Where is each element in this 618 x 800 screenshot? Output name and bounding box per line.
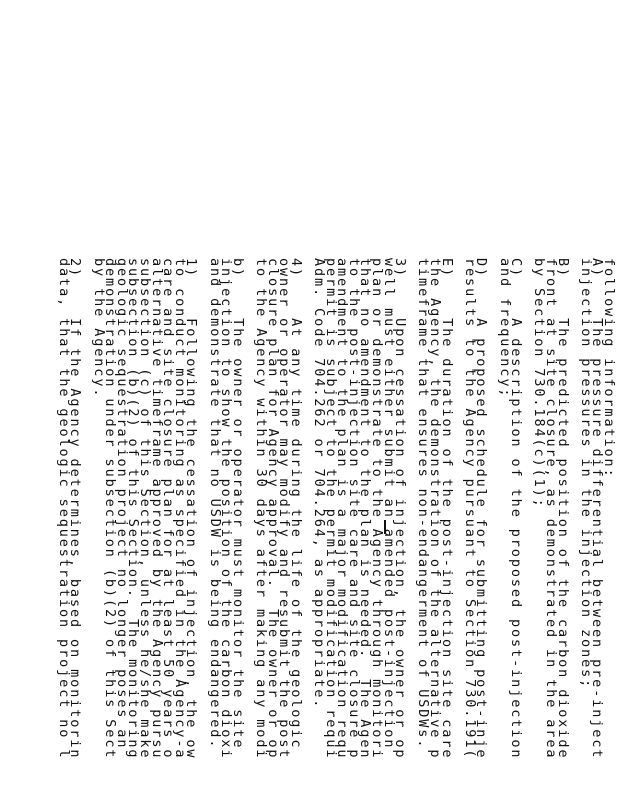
text-line: closure plan for Agency approval. The owner or op <box>264 258 281 760</box>
text-line: to the post-injection site care and site closure p <box>345 258 362 760</box>
text-line: and frequency; <box>496 258 513 399</box>
text-line: 1) Following the cessation of injection, the ow <box>183 258 200 760</box>
text-line: injection pressures in the injection zones; <box>577 258 594 690</box>
text-line: 3) Upon cessation of injection, the owner or op <box>392 258 409 760</box>
text-line: following information: <box>601 258 617 479</box>
text-line: E) The duration of the post-injection site care <box>438 258 455 760</box>
text-line: 2) If the Agency determines, based on monitorin <box>67 258 84 760</box>
text-line: amendment to the plan is a major modification requ <box>334 258 351 760</box>
text-line: results to the Agency pursuant to Section 730.191( <box>461 258 478 760</box>
text-line: Adm. Code 704.262 or 704.264, as appropriate. <box>311 258 327 710</box>
text-line: owner or operator may modify and resubmit the post <box>276 258 293 760</box>
text-line: C) A description of the proposed post-injection <box>508 258 525 760</box>
text-line: 4) At any time during the life of the geologic <box>287 258 304 750</box>
text-line: to conduct monitoring as specified in the Agency-a <box>171 258 188 760</box>
text-line: care and site closure plan for at least 50 years o <box>160 258 177 760</box>
text-line: well must either submit an amended post-injection <box>380 258 397 750</box>
text-line: timeframe that ensures non-endangerment of USDWs. <box>415 258 432 750</box>
text-line: demonstration under subsection (b)(2) of this Sect <box>102 258 119 760</box>
text-line: subsection (b)(2) of this Section. The monitoring <box>125 258 142 760</box>
text-line: B) The predicted position of the carbon dioxide <box>554 258 571 760</box>
text-line: permit is subject to the permit modification requi <box>322 258 339 760</box>
text-line: that no amendment to the plan is needed. The Agen <box>357 258 374 760</box>
text-line: data, that the geologic sequestration project no l <box>55 258 72 760</box>
rotated-text-block <box>55 0 618 800</box>
text-line: D) A proposed schedule for submitting post-inje <box>473 258 490 760</box>
text-line: front at site closure, as demonstrated in the area <box>543 258 559 760</box>
text-line: and demonstrate that no USDW is being endangered. <box>206 258 223 750</box>
text-line: geologic sequestration project no longer poses an <box>113 258 130 750</box>
text-line: injection to show the position of the carbon dioxi <box>218 258 235 760</box>
text-line: A) The pressure differential between pre-inject <box>589 258 606 760</box>
text-line: alternative timeframe approved by the Agency pursu <box>148 258 165 760</box>
text-line: to the Agency within 30 days after making any modi <box>253 258 269 760</box>
text-line: by the Agency. <box>90 258 107 399</box>
text-line: subsection (c) of this Section, unless he/she make <box>137 258 153 760</box>
text-line: by Section 730.184(c)(1); <box>531 258 548 509</box>
text-line: the Agency, the demonstration of the alternative p <box>427 258 443 760</box>
text-line: plan or demonstrate to the Agency through monitori <box>369 258 385 760</box>
text-line: b) The owner or operator must monitor the site <box>229 258 246 750</box>
